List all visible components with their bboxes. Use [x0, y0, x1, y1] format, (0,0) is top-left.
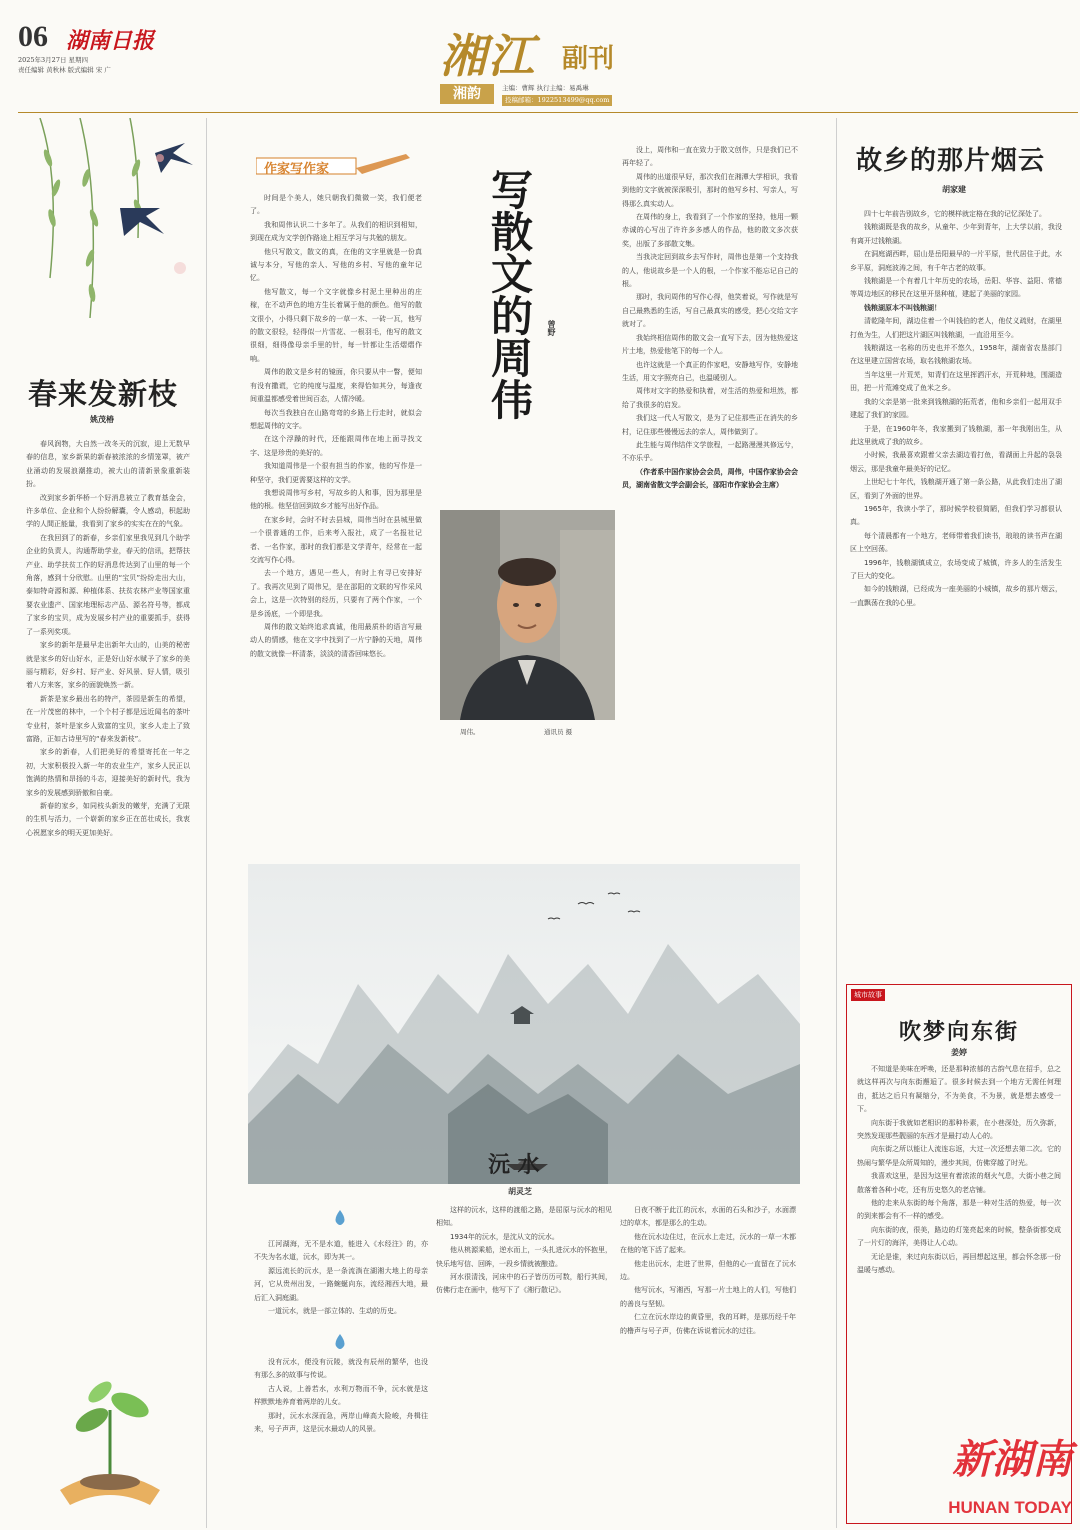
paragraph: 日夜不断于此江的沅水，水面的石头和沙子，水面漂过的草木，都是那么的生动。 — [620, 1206, 796, 1228]
chenshui-body-c — [436, 1204, 612, 1514]
paragraph: 江河湖海，无不是水道，能进入《水经注》的，亦不失为名水道，沅水，即为其一。 — [254, 1240, 428, 1262]
header-rule — [18, 112, 1078, 113]
issue-date: 2025年3月27日 星期四 — [18, 56, 89, 64]
supplement-editor: 主编：曹辉 执行主编：易禹琳 — [502, 84, 589, 92]
paragraph: 源远流长的沅水，是一条流淌在湖湘大地上的母亲河，它从贵州出发，一路蜿蜒向东，流经湘西大地，最后汇入洞庭湖。 — [254, 1266, 428, 1302]
paragraph: 向东街的夜，很美，路边的灯笼亮起来的时候，整条街都变成了一片灯的海洋，美得让人心动。 — [857, 1225, 1061, 1248]
supplement-tag: 湘韵 — [440, 84, 494, 104]
paragraph: 时间是个美人，她只朝我们微微一笑，我们便老了。 — [250, 194, 422, 216]
section-label-writer-on-writer — [256, 150, 416, 180]
paragraph: 周伟的散文始终追求真诚，他用最质朴的语言写最动人的情感，他在文字中找到了一片宁静的天地，周伟的散文就像一杯清茶，淡淡的清香回味悠长。 — [250, 623, 422, 658]
paragraph: 家乡的新年是最早走出新年大山的，山美的秘密就是家乡的好山好水，正是好山好水赋予了家乡的美丽与精彩，好乡村、好产业、好风景、好人情，吸引着八方来客，家乡的面貌焕然一新。 — [26, 641, 190, 690]
chenshui-body-d — [620, 1204, 796, 1514]
paragraph: 1965年，我读小学了，那时候学校很简陋，但我们学习都很认真。 — [850, 504, 1062, 527]
section-label-text: 作家写作家 — [264, 162, 330, 177]
paragraph: 他只写散文，散文的真，在他的文字里就是一份真诚与本分，写他的亲人、写他的乡村、写他的童年记忆。 — [250, 247, 422, 283]
paragraph: 他写沅水，写湘西，写那一片土地上的人们，写他们的善良与坚韧。 — [620, 1286, 796, 1308]
paragraph: 家乡的新春，人们把美好的希望寄托在一年之初，大家积极投入新一年的农业生产，家乡人民正以饱满的热情和昂扬的斗志，迎接美好的新时代，我为家乡的发展感到骄傲和自豪。 — [26, 748, 190, 797]
chenshui-author: 胡灵芝 — [508, 1187, 532, 1196]
portrait-image — [440, 510, 615, 720]
paragraph: 钱粮湖这一名称的历史也并不悠久，1958年，湖南省农垦部门在这里建立国营农场，取名钱粮湖农场。 — [850, 344, 1062, 366]
paragraph: 一道沅水，就是一部立体的、生动的历史。 — [268, 1307, 401, 1316]
column-divider — [206, 118, 207, 1528]
paragraph: 他的走来从东街的每个角落，那是一种对生活的热爱，每一次的到来都会有不一样的感受。 — [857, 1199, 1061, 1221]
chenshui-body-b — [254, 1356, 428, 1516]
landscape-painting — [248, 864, 800, 1184]
willow-swallow-illustration — [20, 118, 220, 348]
smoke-article-title: 故乡的那片烟云 — [856, 146, 1046, 176]
paragraph: 1934年的沅水，是沈从文的沅水。 — [450, 1232, 559, 1241]
water-drop-icon — [334, 1334, 346, 1350]
paragraph: 当我决定回到故乡去写作时，周伟也是第一个支持我的人，他说故乡是一个人的根，一个作家不能忘记自己的根。 — [622, 253, 798, 289]
paragraph: 此生能与周伟结伴文学旅程，一起路漫漫其修远兮，不亦乐乎。 — [622, 440, 798, 463]
paragraph: 每次当我独自在山路弯弯的乡路上行走时，就似会想起周伟的文字。 — [250, 408, 422, 430]
paragraph: 四十七年前告别故乡，它的模样就定格在我的记忆深处了。 — [864, 210, 1046, 218]
paragraph: 他走出沅水，走进了世界，但他的心一直留在了沅水边。 — [620, 1259, 796, 1282]
paragraph: 我喜欢这里，是因为这里有着浓浓的烟火气息，大街小巷之间散落着各种小吃，还有历史悠久的老店铺。 — [857, 1172, 1061, 1194]
paragraph: 钱粮湖原本不叫钱粮湖！ — [864, 303, 941, 312]
paragraph: 新茶是家乡最出名的特产，茶园是新生的希望，在一片茂密的林中，一个个村子都是远近闻名的茶叶专业村，茶叶是家乡人致富的宝贝，家乡人走上了致富路，正如古诗里写的“春来发新枝”。 — [26, 694, 190, 743]
photo-caption: 周伟。 — [460, 728, 480, 736]
watermark-logo-text: 新湖南 — [952, 1436, 1072, 1483]
paragraph: 无论是谁，来过向东街以后，再回想起这里，都会怀念那一份温暖与感动。 — [857, 1252, 1061, 1275]
paragraph: 周伟的散文是乡村的镜面，你只要从中一瞥，便知有没有撒谎，它的纯度与温度，来得恰如其分，每逢夜间重温都感受着世间百态，人情冷暖。 — [250, 368, 422, 404]
paragraph: 那时，沅水水深而急，两岸山峰高大险峻，舟楫往来，号子声声，这是沅水最动人的风景。 — [254, 1411, 428, 1434]
supplement-header — [440, 20, 660, 110]
author-name: 曾野 — [547, 320, 556, 336]
paragraph: 去一个地方，遇见一些人，有时上有寻已安排好了。我再次见到了周伟兄，是在邵阳的文联的写作采风会上，这是一次特别的经历，只要有了两个作家，一个是乡汤底，一个即是我。 — [250, 569, 422, 618]
watermark-en-text: HUNAN TODAY — [948, 1498, 1072, 1517]
paragraph: 这样的沅水，这样的渡船之路，是屈原与沅水的相见相知。 — [436, 1206, 612, 1228]
paragraph: 也许这就是一个真正的作家吧，安静地写作，安静地生活，用文字照亮自己，也温暖别人。 — [622, 360, 798, 382]
paragraph: 周伟对文字的热爱和执着，对生活的热爱和坦然，都给了我很多的启发。 — [622, 387, 798, 409]
chenshui-title: 沅 水 — [488, 1152, 540, 1178]
spring-article-author: 姚茂椿 — [90, 415, 114, 424]
supplement-email: 投稿邮箱：1922513499@qq.com — [502, 95, 612, 106]
dongjie-author: 姜婷 — [951, 1048, 967, 1057]
paragraph: 1996年，钱粮湖镇成立，农场变成了城镇，许多人的生活发生了巨大的变化。 — [850, 558, 1062, 580]
supplement-title-xiangjiang: 湘江 — [440, 29, 536, 83]
city-story-label: 城市故事 — [851, 989, 885, 1001]
article-title: 写散文的周伟 — [485, 168, 534, 420]
paragraph: 没上，周伟和一直在致力于散文创作，只是我们已不再年轻了。 — [622, 146, 798, 168]
column-divider — [836, 118, 837, 1528]
spring-article-title: 春来发新枝 — [28, 377, 179, 411]
smoke-article-author: 胡家建 — [942, 185, 966, 194]
spring-article-body — [26, 438, 190, 1338]
paragraph: 他在沅水边住过，在沅水上走过，沅水的一草一木都在他的笔下活了起来。 — [620, 1232, 796, 1255]
paragraph: 改到家乡新华桥一个好消息被立了教育基金会，许多单位、企业和个人纷纷解囊，令人感动，积起助学的人間正能量，我看到了家乡的实实在在的气象。 — [26, 493, 190, 529]
paragraph: 清乾隆年间，湖边住着一个叫钱伯的老人，他仗义疏财，在湖里打鱼为生，人们把这片湖区叫钱粮湖，一直沿用至今。 — [850, 317, 1062, 339]
zhouwei-title-vertical — [485, 168, 540, 420]
paragraph: 仁立在沅水岸边的黄昏里，我的耳畔，是那历经千年的橹声与号子声，仿佛在诉说着沅水的过往。 — [620, 1313, 796, 1335]
watermark-logo — [940, 1428, 1076, 1526]
paragraph: 我的父亲是第一批来到钱粮湖的拓荒者，他和乡亲们一起用双手建起了我们的家园。 — [850, 397, 1062, 420]
paragraph: 河水很清浅，河床中的石子皆历历可数，船行其间，仿佛行走在画中，他写下了《湘行散记》。 — [436, 1273, 612, 1295]
paragraph: 那时，我问周伟的写作心得，他笑着说，写作就是写自己最熟悉的生活，写自己最真实的感受，把心交给文字就对了。 — [622, 293, 798, 329]
paragraph: 没有沅水，便没有沅陵，就没有辰州的繁华，也没有那么多的故事与传说。 — [254, 1358, 428, 1380]
paragraph: 在家乡时，会时不时去县城，周伟当时在县城里做一个很普通的工作，后来考入报社，成了一名报社记者、一名作家，那时的我们都是文学青年，经常在一起交流写作心得。 — [250, 515, 422, 564]
paragraph: 我和周伟认识二十多年了。从我们的相识到相知，到现在成为文学创作路途上相互学习与共勉的朋友。 — [250, 220, 422, 243]
paragraph: 我们这一代人写散文，是为了记住那些正在消失的乡村，记住那些慢慢远去的亲人，周伟做到了。 — [622, 414, 798, 436]
paragraph: 在周伟的身上，我看到了一个作家的坚持，他用一颗赤诚的心写出了许许多多感人的作品，他的散文多次获奖，出版了多部散文集。 — [622, 213, 798, 248]
paragraph: 我知道周伟是一个很有担当的作家，他的写作是一种坚守，我们更需要这样的文学。 — [250, 462, 422, 484]
paragraph: 在我回到了的新春，乡亲们家里我见到几个助学企业的负责人，沟通帮助学业，春天的信讯，把帮扶产业、助学扶贫工作的好消息传达到了山里的每一个角落，感到十分欣慰。山里的“宝贝”纷纷走出大山，泰如特奇源和源、种植体系、扶贫农林产业等国家重要农业遗产、国家地理标志产品、源名符号等，都成了家乡的宝贝，成为发展乡村产业的重要抓手，获得了一系列奖项。 — [26, 533, 190, 636]
paragraph: 钱粮湖是一个有着几十年历史的农场，岳阳、华容、益阳、常德等周边地区的移民在这里开垦种植，建起了美丽的家园。 — [850, 277, 1062, 299]
paragraph: 向东街之所以能让人流连忘返，大过一次还想去第二次。它的热闹与繁华是众所周知的，漫步其间，仿佛穿越了时光。 — [857, 1145, 1061, 1167]
masthead — [18, 20, 218, 80]
paragraph: 周伟的出道很早好，那次我们在湘潭大学相识，我看到他的文字就被深深吸引，那时的他写乡村、写亲人，写得那么真实动人。 — [622, 172, 798, 208]
paragraph: 古人说，上善若水，水利万物而不争，沅水就是这样默默地养育着两岸的儿女。 — [254, 1384, 428, 1407]
paper-name-logo: 湖南日报 — [66, 28, 155, 54]
paragraph: 春风润物，大自然一改冬天的沉寂，迎上无数早春的信息，家乡新果的新春被浓浓的乡情笼罩，被产业涌动的发展浪潮推动，被大山的清新景象重新装扮。 — [26, 440, 190, 489]
paragraph: 他从桃源乘船，逆水而上，一头扎进沅水的怀抱里，快乐地写信、回眸，一段乡情就被酿造。 — [436, 1246, 612, 1268]
zhouwei-body-col1 — [250, 192, 422, 832]
paragraph: 钱粮湖既是我的故乡，从童年、少年到青年，上大学以前，我没有离开过钱粮湖。 — [850, 223, 1062, 245]
chenshui-body-a — [254, 1238, 428, 1348]
paragraph: 我想说周伟写乡村，写故乡的人和事，因为那里是他的根。他坚信回到故乡才能写出好作品。 — [250, 488, 422, 511]
dongjie-title: 吹梦向东街 — [898, 1019, 1019, 1045]
paragraph: 在洞庭湖西畔，屈山是岳阳最早的一片平原，世代居住于此，水乡平原，洞庭波涛之间，有千年古老的故事。 — [850, 250, 1062, 272]
photo-credit: 通讯员 摄 — [544, 728, 573, 736]
paragraph: 当年这里一片荒芜，知青们在这里挥洒汗水，开荒种地，围湖造田，把一片荒滩变成了鱼米之乡。 — [850, 370, 1062, 393]
paragraph: 不知道是美味在呼唤，还是那种浓郁的古韵气息在招手，总之就这样再次与向东街邂逅了。很多时候去到一个地方无需任何理由，抵达之后只有凝缩分，不为美食，不为景，就是想去感受一下。 — [857, 1065, 1061, 1114]
paragraph: 上世纪七十年代，钱粮湖开通了第一条公路，从此我们走出了湖区，看到了外面的世界。 — [850, 478, 1062, 500]
supplement-title-fukan: 副刊 — [562, 44, 615, 74]
paragraph: 每个清晨都有一个地方，老师带着我们读书，琅琅的读书声在湖区上空回荡。 — [850, 531, 1062, 554]
paragraph: 新春的家乡，如同枝头新发的嫩芽，充满了无限的生机与活力，一个崭新的家乡正在茁壮成长，我衷心祝愿家乡的明天更加美好。 — [26, 801, 190, 837]
paragraph: 他写散文，每一个文字就像乡村泥土里种出的庄稼，在不动声色的地方生长着属于他的颜色。他写的散文很小，小得只剩下故乡的一草一木、一砖一瓦，他写的散文很轻，轻得似一片雪花、一根羽毛，他写的散文很细，细得像母亲手里的针，每一针都让生活熠熠作响。 — [250, 287, 422, 363]
footnote: （作者系中国作家协会会员，周伟，中国作家协会会员，湖南省散文学会副会长，邵阳市作家协会主席） — [622, 467, 798, 490]
paragraph: 如今的钱粮湖，已经成为一座美丽的小城镇，故乡的那片烟云，一直飘荡在我的心里。 — [850, 585, 1062, 607]
paragraph: 在这个浮躁的时代，还能跟周伟在地上面寻找文字、这是珍贵的美好的。 — [250, 435, 422, 457]
paragraph: 小时候，我最喜欢跟着父亲去湖边看打鱼，看湖面上升起的袅袅烟云，那是我童年最美好的记忆。 — [850, 451, 1062, 473]
editors-line: 责任编辑 黄秋林 版式编辑 宋 广 — [18, 66, 111, 74]
water-drop-icon — [334, 1210, 346, 1226]
smoke-article-body — [850, 208, 1062, 978]
paragraph: 我始终相信周伟的散文会一直写下去，因为他热爱这片土地，热爱他笔下的每一个人。 — [622, 333, 798, 356]
paragraph: 向东街于我就如老相识的那种朴素，在小巷深处，历久弥新，突然发现那些靓丽的东西才是最打动人心的。 — [857, 1118, 1061, 1141]
zhouwei-photo — [440, 510, 615, 720]
paragraph: 于是，在1960年冬，我家搬到了钱粮湖，那一年我刚出生，从此这里就成了我的故乡。 — [850, 424, 1062, 446]
zhouwei-body-col2 — [622, 144, 798, 820]
page-number: 06 — [18, 20, 48, 53]
zhouwei-author — [546, 320, 557, 336]
sprout-in-hand-illustration — [40, 1360, 180, 1510]
